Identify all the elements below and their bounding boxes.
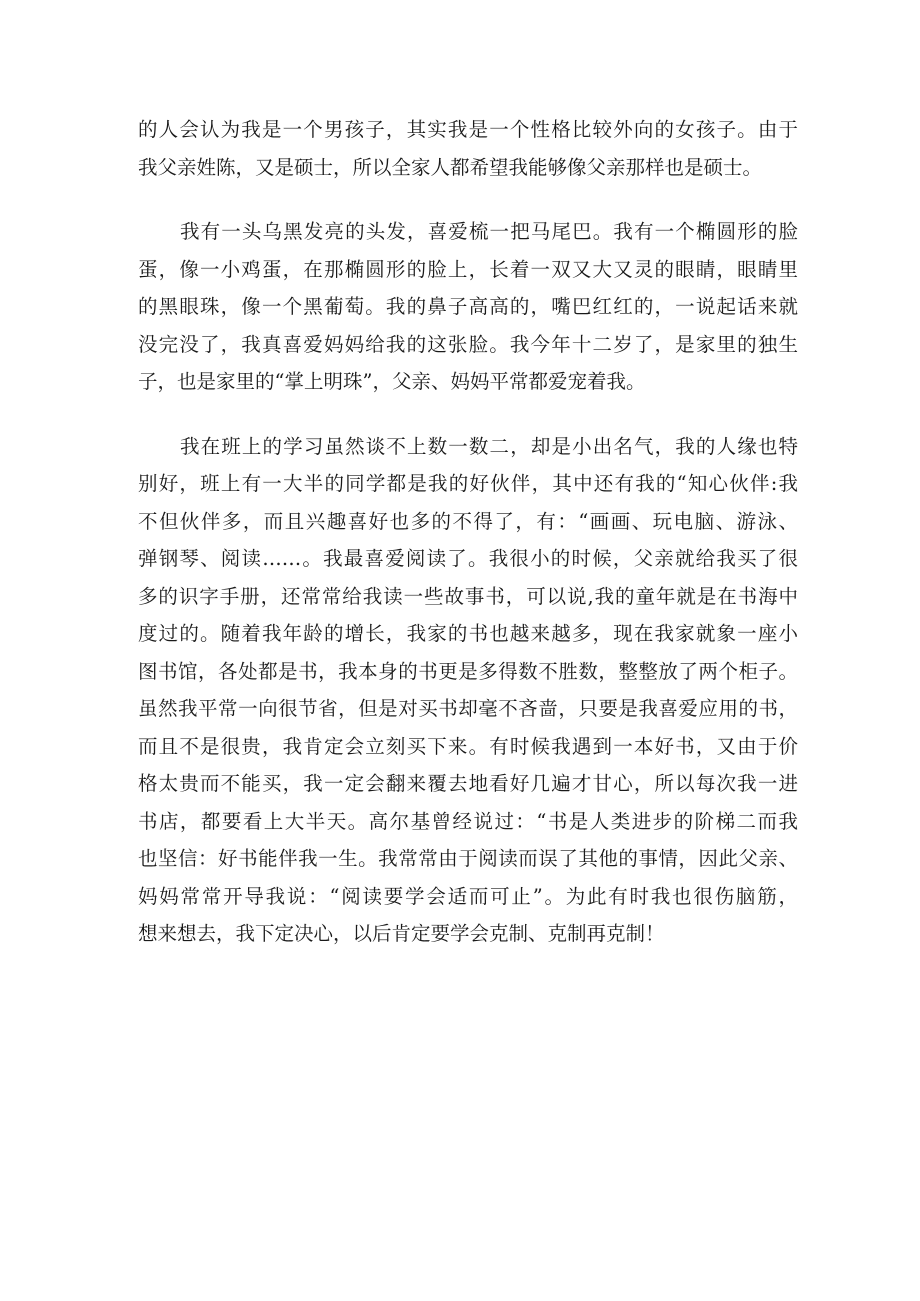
text-line: 弹钢琴、阅读……。我最喜爱阅读了。我很小的时候，父亲就给我买了很 — [138, 547, 798, 570]
text-line: 想来想去，我下定决心，以后肯定要学会克制、克制再克制！ — [138, 922, 665, 945]
text-line: 格太贵而不能买，我一定会翻来覆去地看好几遍才甘心，所以每次我一进 — [138, 772, 798, 795]
text-line: 多的识字手册，还常常给我读一些故事书，可以说,我的童年就是在书海中 — [138, 584, 798, 608]
text-line: 的黑眼珠，像一个黑葡萄。我的鼻子高高的，嘴巴红红的，一说起话来就 — [138, 295, 798, 318]
text-line: 虽然我平常一向很节省，但是对买书却毫不吝啬，只要是我喜爱应用的书， — [138, 697, 798, 720]
paragraph-1 — [138, 111, 798, 186]
text-line: 我在班上的学习虽然谈不上数一数二，却是小出名气，我的人缘也特 — [180, 434, 798, 458]
paragraph-2 — [138, 213, 798, 401]
text-line: 子，也是家里的“掌上明珠”，父亲、妈妈平常都爱宠着我。 — [138, 370, 646, 393]
text-line: 不但伙伴多，而且兴趣喜好也多的不得了，有：“画画、玩电脑、游泳、 — [138, 509, 798, 533]
paragraph-spacer — [138, 186, 798, 213]
text-line: 度过的。随着我年龄的增长，我家的书也越来越多，现在我家就象一座小 — [138, 622, 798, 645]
text-line: 图书馆，各处都是书，我本身的书更是多得数不胜数，整整放了两个柜子。 — [138, 659, 798, 683]
text-line: 别好，班上有一大半的同学都是我的好伙伴，其中还有我的“知心伙伴:我 — [138, 472, 798, 495]
text-line: 没完没了，我真喜爱妈妈给我的这张脸。我今年十二岁了，是家里的独生 — [138, 332, 798, 356]
essay-body — [138, 111, 798, 953]
text-line: 也坚信：好书能伴我一生。我常常由于阅读而误了其他的事情，因此父亲、 — [138, 847, 798, 870]
text-line: 书店，都要看上大半天。高尔基曾经说过：“书是人类进步的阶梯二而我 — [138, 809, 798, 833]
text-line: 而且不是很贵，我肯定会立刻买下来。有时候我遇到一本好书，又由于价 — [138, 734, 798, 758]
text-line: 蛋，像一小鸡蛋，在那椭圆形的脸上，长着一双又大又灵的眼睛，眼睛里 — [138, 257, 798, 281]
paragraph-spacer — [138, 401, 798, 428]
paragraph-3 — [138, 428, 798, 953]
text-line: 我有一头乌黑发亮的头发，喜爱梳一把马尾巴。我有一个椭圆形的脸 — [180, 220, 798, 243]
text-line: 妈妈常常开导我说：“阅读要学会适而可止”。为此有时我也很伤脑筋， — [138, 884, 798, 908]
text-line: 的人会认为我是一个男孩子，其实我是一个性格比较外向的女孩子。由于 — [138, 118, 798, 141]
text-line: 我父亲姓陈，又是硕士，所以全家人都希望我能够像父亲那样也是硕士。 — [138, 155, 763, 179]
